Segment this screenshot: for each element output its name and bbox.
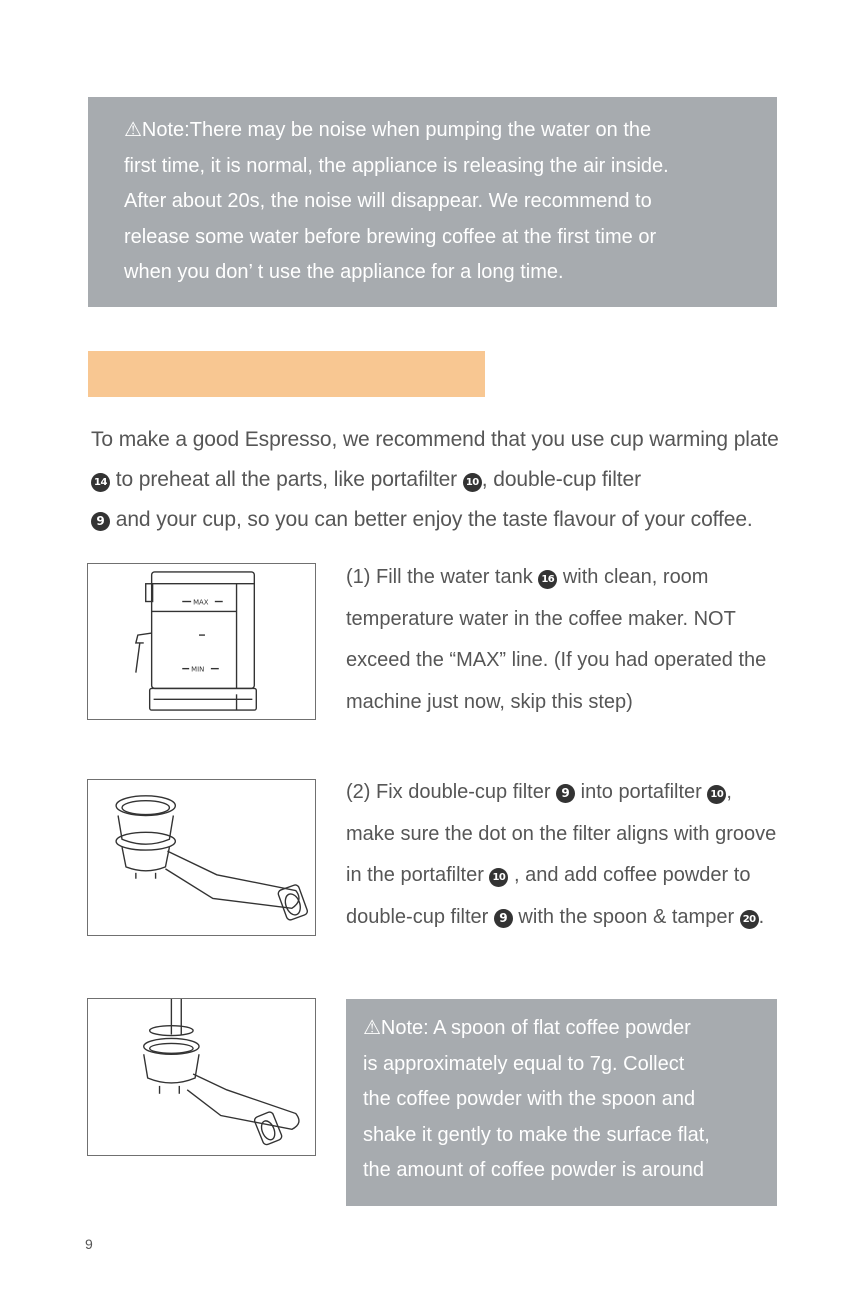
note-box-coffee-amount	[346, 999, 777, 1206]
step-text: with clean, room temperature water in the coffee maker. NOT exceed the “MAX” line. (If you had operated the machine just now, skip this step)	[346, 566, 767, 713]
note-line: After about 20s, the noise will disappear. We recommend to	[124, 190, 652, 212]
step-2-fix-filter	[346, 772, 786, 938]
section-heading-bar	[88, 351, 485, 397]
tamper-illustration	[88, 999, 315, 1155]
step-text: (1) Fill the water tank	[346, 566, 539, 588]
note-line: first time, it is normal, the appliance is releasing the air inside.	[124, 154, 669, 177]
part-number-badge: 14	[91, 473, 110, 492]
note-box-noise	[88, 97, 777, 307]
figure-coffee-maker	[87, 563, 316, 720]
note-line: release some water before brewing coffee at the first time or	[124, 225, 657, 248]
note-line: the coffee powder with the spoon and	[363, 1088, 696, 1110]
note-line: shake it gently to make the surface flat,	[363, 1123, 710, 1146]
note-line: when you don’ t use the appliance for a long time.	[124, 261, 564, 283]
part-number-badge: 9	[556, 784, 575, 803]
step-text: .	[758, 905, 765, 928]
figure-tamper-portafilter	[87, 998, 316, 1156]
min-mark-label: MIN	[191, 665, 205, 674]
portafilter-illustration	[88, 780, 315, 935]
note-line: the amount of coffee powder is around	[363, 1159, 704, 1181]
intro-text: to preheat all the parts, like portafilter	[110, 468, 463, 491]
part-number-badge: 9	[91, 512, 110, 531]
intro-paragraph	[91, 420, 791, 540]
part-number-badge: 20	[740, 910, 759, 929]
note-line: ⚠Note:There may be noise when pumping the water on the	[124, 119, 652, 141]
part-number-badge: 9	[494, 909, 513, 928]
part-number-badge: 10	[463, 473, 482, 492]
step-1-fill-tank	[346, 557, 786, 723]
part-number-badge: 16	[538, 570, 557, 589]
intro-text: and your cup, so you can better enjoy the taste flavour of your coffee.	[110, 508, 753, 531]
step-text: (2) Fix double-cup filter	[346, 781, 557, 803]
part-number-badge: 10	[707, 785, 726, 804]
step-text: into portafilter	[575, 781, 708, 803]
page-number: 9	[85, 1236, 93, 1252]
max-mark-label: MAX	[193, 598, 209, 607]
intro-text: To make a good Espresso, we recommend that you use cup warming plate	[91, 428, 779, 451]
note-line: ⚠Note: A spoon of flat coffee powder	[363, 1017, 691, 1039]
coffee-maker-illustration	[88, 564, 315, 719]
step-text: with the spoon & tamper	[512, 905, 740, 928]
step-text: , make sure the dot on the filter aligns with groove in the portafilter	[346, 781, 777, 886]
part-number-badge: 10	[489, 868, 508, 887]
figure-portafilter-filter	[87, 779, 316, 936]
note-line: is approximately equal to 7g. Collect	[363, 1052, 685, 1075]
intro-text: , double-cup filter	[481, 468, 641, 491]
step-text: , and add coffee powder to double-cup filter	[346, 864, 751, 928]
